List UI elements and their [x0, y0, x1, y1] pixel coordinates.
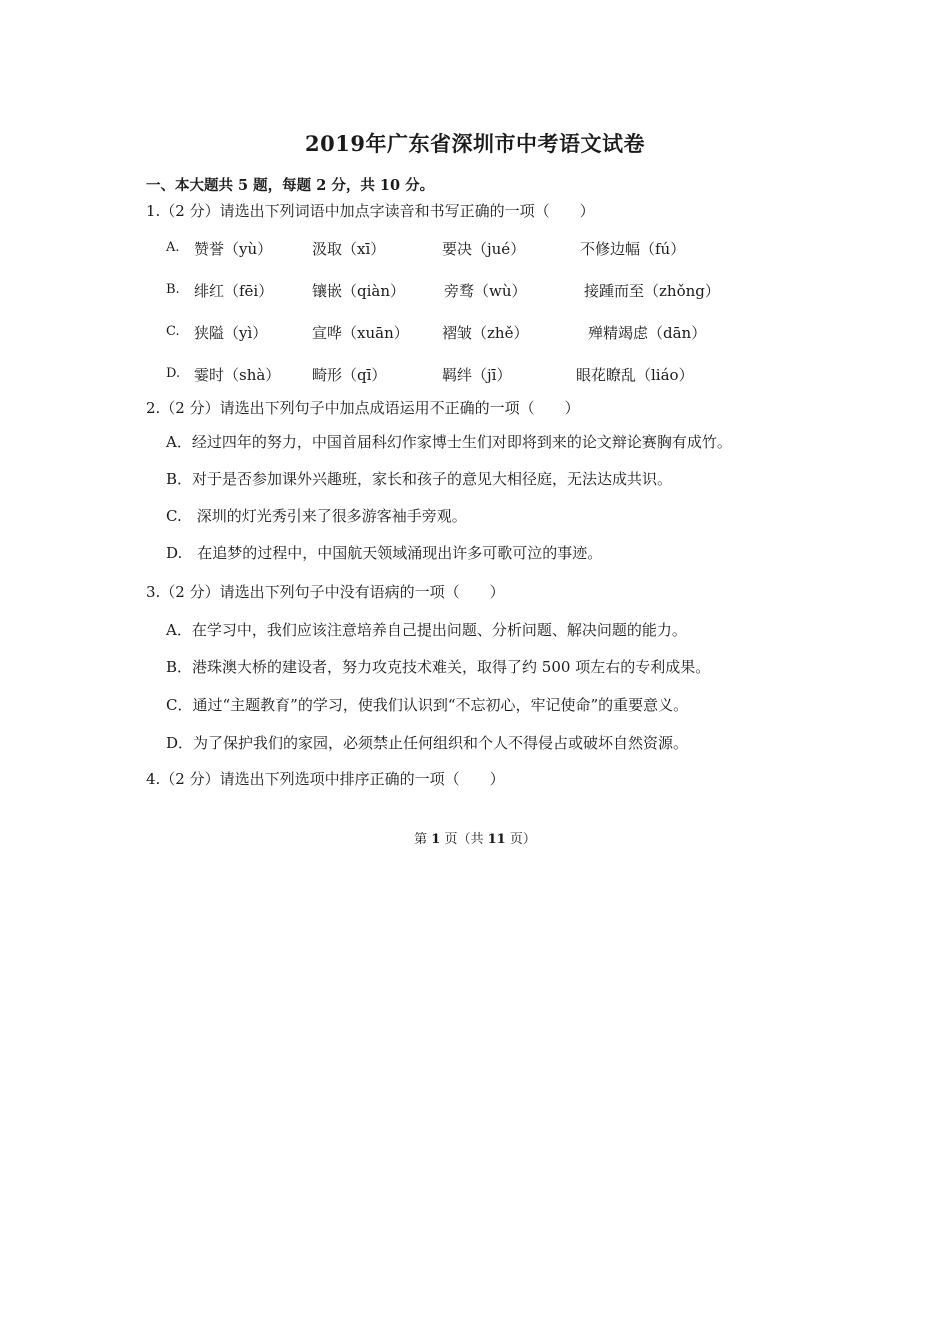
- q3-option-d[interactable]: D．为了保护我们的家园，必须禁止任何组织和个人不得侵占或破坏自然资源。: [166, 734, 689, 752]
- option-item: 镶嵌（qiàn）: [312, 282, 406, 300]
- option-item: 畸形（qī）: [312, 366, 387, 384]
- option-label: C.: [166, 324, 180, 339]
- footer-prefix: 第: [414, 832, 428, 847]
- option-label: D.: [166, 366, 181, 381]
- q2-option-a[interactable]: A．经过四年的努力，中国首届科幻作家博士生们对即将到来的论文辩论赛胸有成竹。: [166, 433, 732, 451]
- option-label: B.: [166, 282, 180, 297]
- option-item: 霎时（shà）: [194, 366, 281, 384]
- q2-option-c[interactable]: C. 深圳的灯光秀引来了很多游客袖手旁观。: [166, 507, 467, 525]
- page-title: 2019年广东省深圳市中考语文试卷: [305, 131, 645, 156]
- footer-middle: 页（共: [444, 832, 484, 847]
- option-item: 不修边幅（fú）: [580, 240, 686, 258]
- question-4-stem: 4.（2 分）请选出下列选项中排序正确的一项（ ）: [146, 770, 505, 788]
- footer-total-pages: 11: [487, 832, 506, 847]
- question-1-stem: 1.（2 分）请选出下列词语中加点字读音和书写正确的一项（ ）: [146, 202, 595, 220]
- option-item: 旁骛（wù）: [444, 282, 527, 300]
- option-item: 汲取（xī）: [312, 240, 386, 258]
- option-item: 宣哗（xuān）: [312, 324, 409, 342]
- page-footer: [0, 828, 950, 847]
- option-item: 接踵而至（zhǒng）: [584, 282, 720, 300]
- option-item: 羁绊（jī）: [442, 366, 512, 384]
- option-item: 殚精竭虑（dān）: [588, 324, 707, 342]
- q3-option-c[interactable]: C．通过“主题教育”的学习，使我们认识到“不忘初心，牢记使命”的重要意义。: [166, 696, 689, 714]
- footer-page-number: 1: [431, 832, 441, 847]
- option-item: 赞誉（yù）: [194, 240, 273, 258]
- option-item: 绯红（fēi）: [194, 282, 274, 300]
- section-heading: 一、本大题共 5 题，每题 2 分，共 10 分。: [146, 177, 435, 194]
- q3-option-a[interactable]: A．在学习中，我们应该注意培养自己提出问题、分析问题、解决问题的能力。: [166, 621, 687, 639]
- q2-option-d[interactable]: D. 在追梦的过程中，中国航天领域涌现出许多可歌可泣的事迹。: [166, 544, 603, 562]
- q3-option-b[interactable]: B．港珠澳大桥的建设者，努力攻克技术难关，取得了约 500 项左右的专利成果。: [166, 658, 711, 676]
- option-item: 眼花瞭乱（liáo）: [576, 366, 694, 384]
- option-item: 狭隘（yì）: [194, 324, 268, 342]
- option-item: 要决（jué）: [442, 240, 526, 258]
- option-item: 褶皱（zhě）: [442, 324, 529, 342]
- option-label: A.: [166, 240, 180, 255]
- question-3-stem: 3.（2 分）请选出下列句子中没有语病的一项（ ）: [146, 583, 505, 601]
- footer-suffix: 页）: [509, 832, 536, 847]
- q2-option-b[interactable]: B．对于是否参加课外兴趣班，家长和孩子的意见大相径庭，无法达成共识。: [166, 470, 673, 488]
- question-2-stem: 2.（2 分）请选出下列句子中加点成语运用不正确的一项（ ）: [146, 399, 580, 417]
